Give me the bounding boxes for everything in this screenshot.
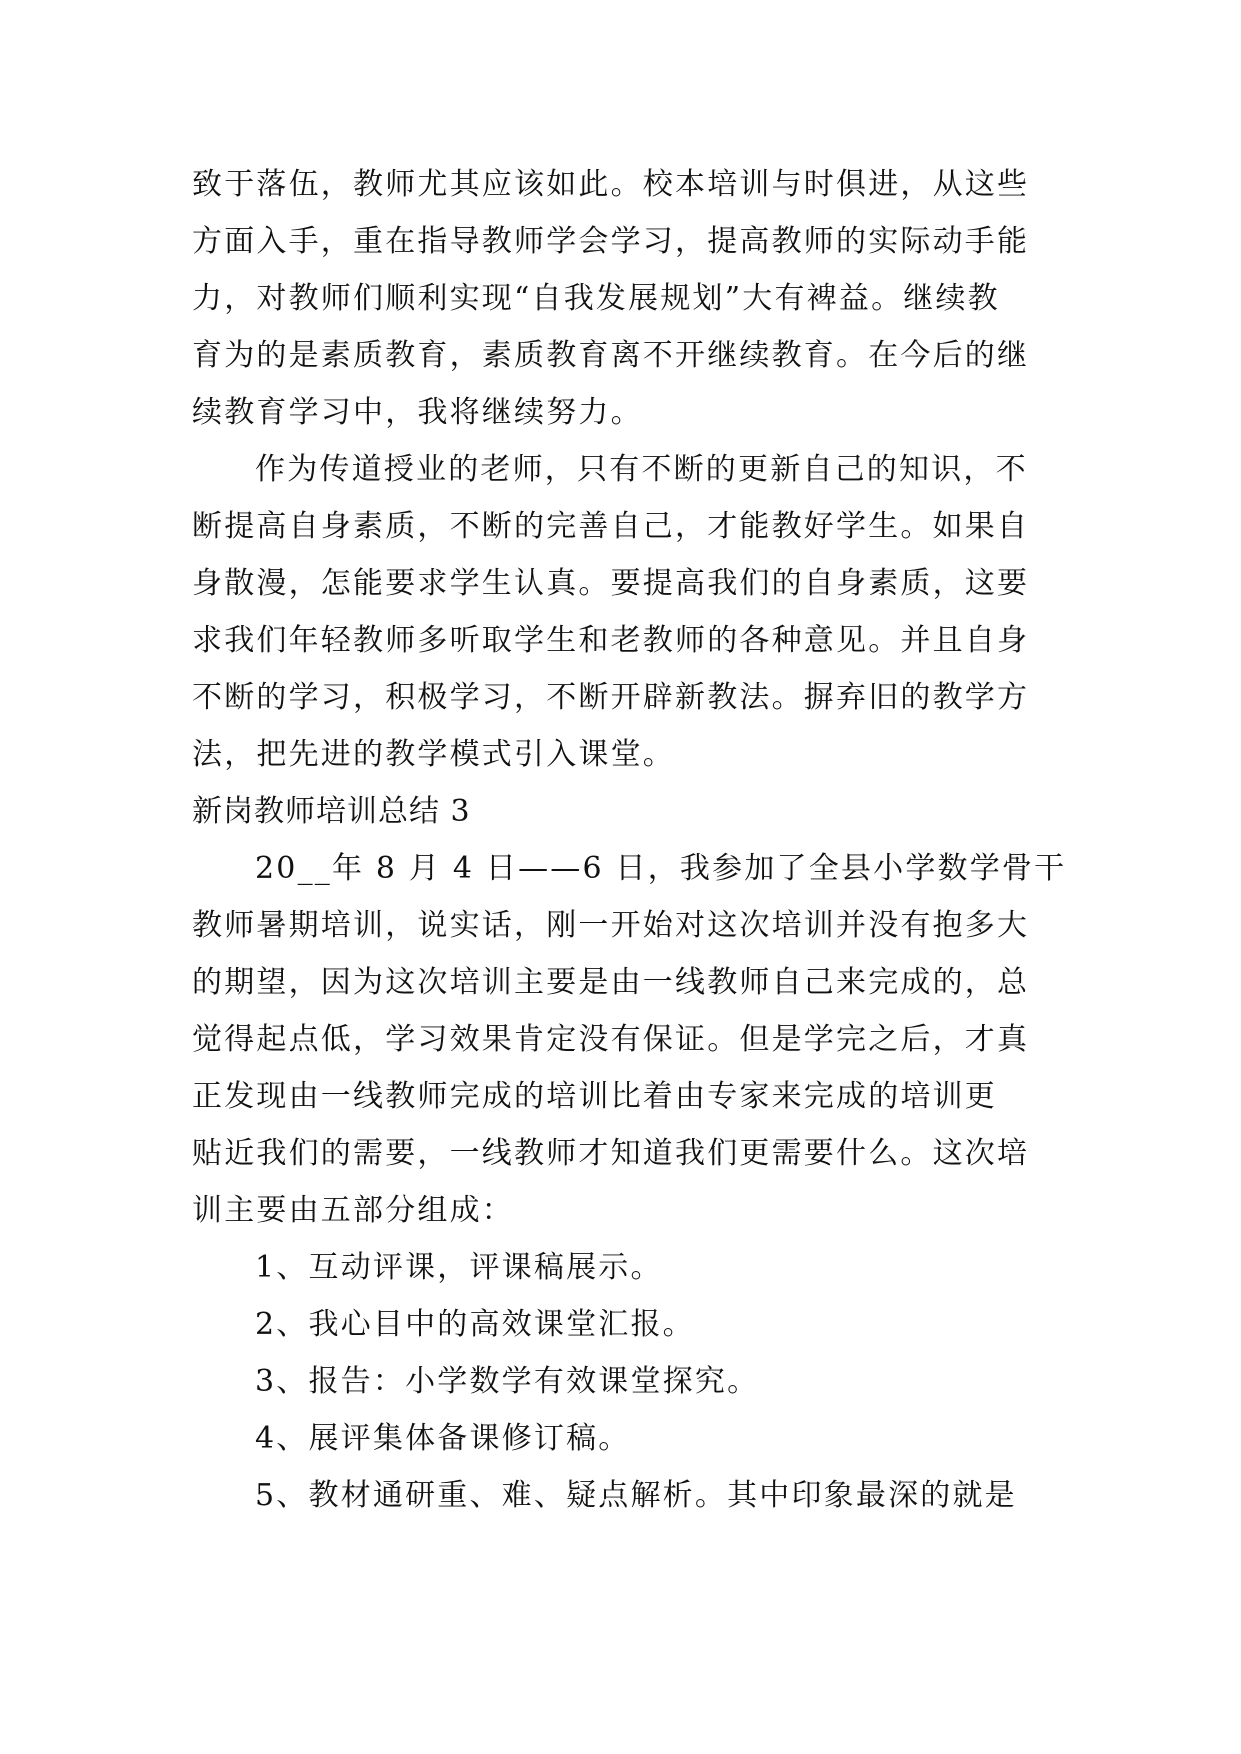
paragraph-line: 法，把先进的教学模式引入课堂。 xyxy=(192,737,675,772)
paragraph-line: 育为的是素质教育，素质教育离不开继续教育。在今后的继 xyxy=(192,338,1030,373)
paragraph-line: 训主要由五部分组成： xyxy=(192,1193,514,1228)
list-item: 4、展评集体备课修订稿。 xyxy=(255,1421,631,1456)
list-item: 3、报告：小学数学有效课堂探究。 xyxy=(255,1364,760,1399)
paragraph-line: 力，对教师们顺利实现“自我发展规划”大有裨益。继续教 xyxy=(192,281,1000,316)
paragraph-line: 求我们年轻教师多听取学生和老教师的各种意见。并且自身 xyxy=(192,623,1030,658)
paragraph-line: 作为传道授业的老师，只有不断的更新自己的知识，不 xyxy=(255,452,1028,487)
list-item: 5、教材通研重、难、疑点解析。其中印象最深的就是 xyxy=(255,1478,1017,1513)
paragraph-line: 方面入手，重在指导教师学会学习，提高教师的实际动手能 xyxy=(192,224,1030,259)
section-heading: 新岗教师培训总结 3 xyxy=(192,794,471,829)
paragraph-line: 贴近我们的需要，一线教师才知道我们更需要什么。这次培 xyxy=(192,1136,1030,1171)
paragraph-line: 的期望，因为这次培训主要是由一线教师自己来完成的，总 xyxy=(192,965,1030,1000)
paragraph-line: 续教育学习中，我将继续努力。 xyxy=(192,395,643,430)
paragraph-line: 断提高自身素质，不断的完善自己，才能教好学生。如果自 xyxy=(192,509,1030,544)
paragraph-line: 致于落伍，教师尤其应该如此。校本培训与时俱进，从这些 xyxy=(192,167,1030,202)
paragraph-line: 觉得起点低，学习效果肯定没有保证。但是学完之后，才真 xyxy=(192,1022,1030,1057)
paragraph-line: 不断的学习，积极学习，不断开辟新教法。摒弃旧的教学方 xyxy=(192,680,1030,715)
paragraph-line: 20__年 8 月 4 日——6 日，我参加了全县小学数学骨干 xyxy=(255,851,1067,886)
list-item: 2、我心目中的高效课堂汇报。 xyxy=(255,1307,695,1342)
paragraph-line: 身散漫，怎能要求学生认真。要提高我们的自身素质，这要 xyxy=(192,566,1030,601)
list-item: 1、互动评课，评课稿展示。 xyxy=(255,1250,663,1285)
paragraph-line: 教师暑期培训，说实话，刚一开始对这次培训并没有抱多大 xyxy=(192,908,1030,943)
paragraph-line: 正发现由一线教师完成的培训比着由专家来完成的培训更 xyxy=(192,1079,997,1114)
